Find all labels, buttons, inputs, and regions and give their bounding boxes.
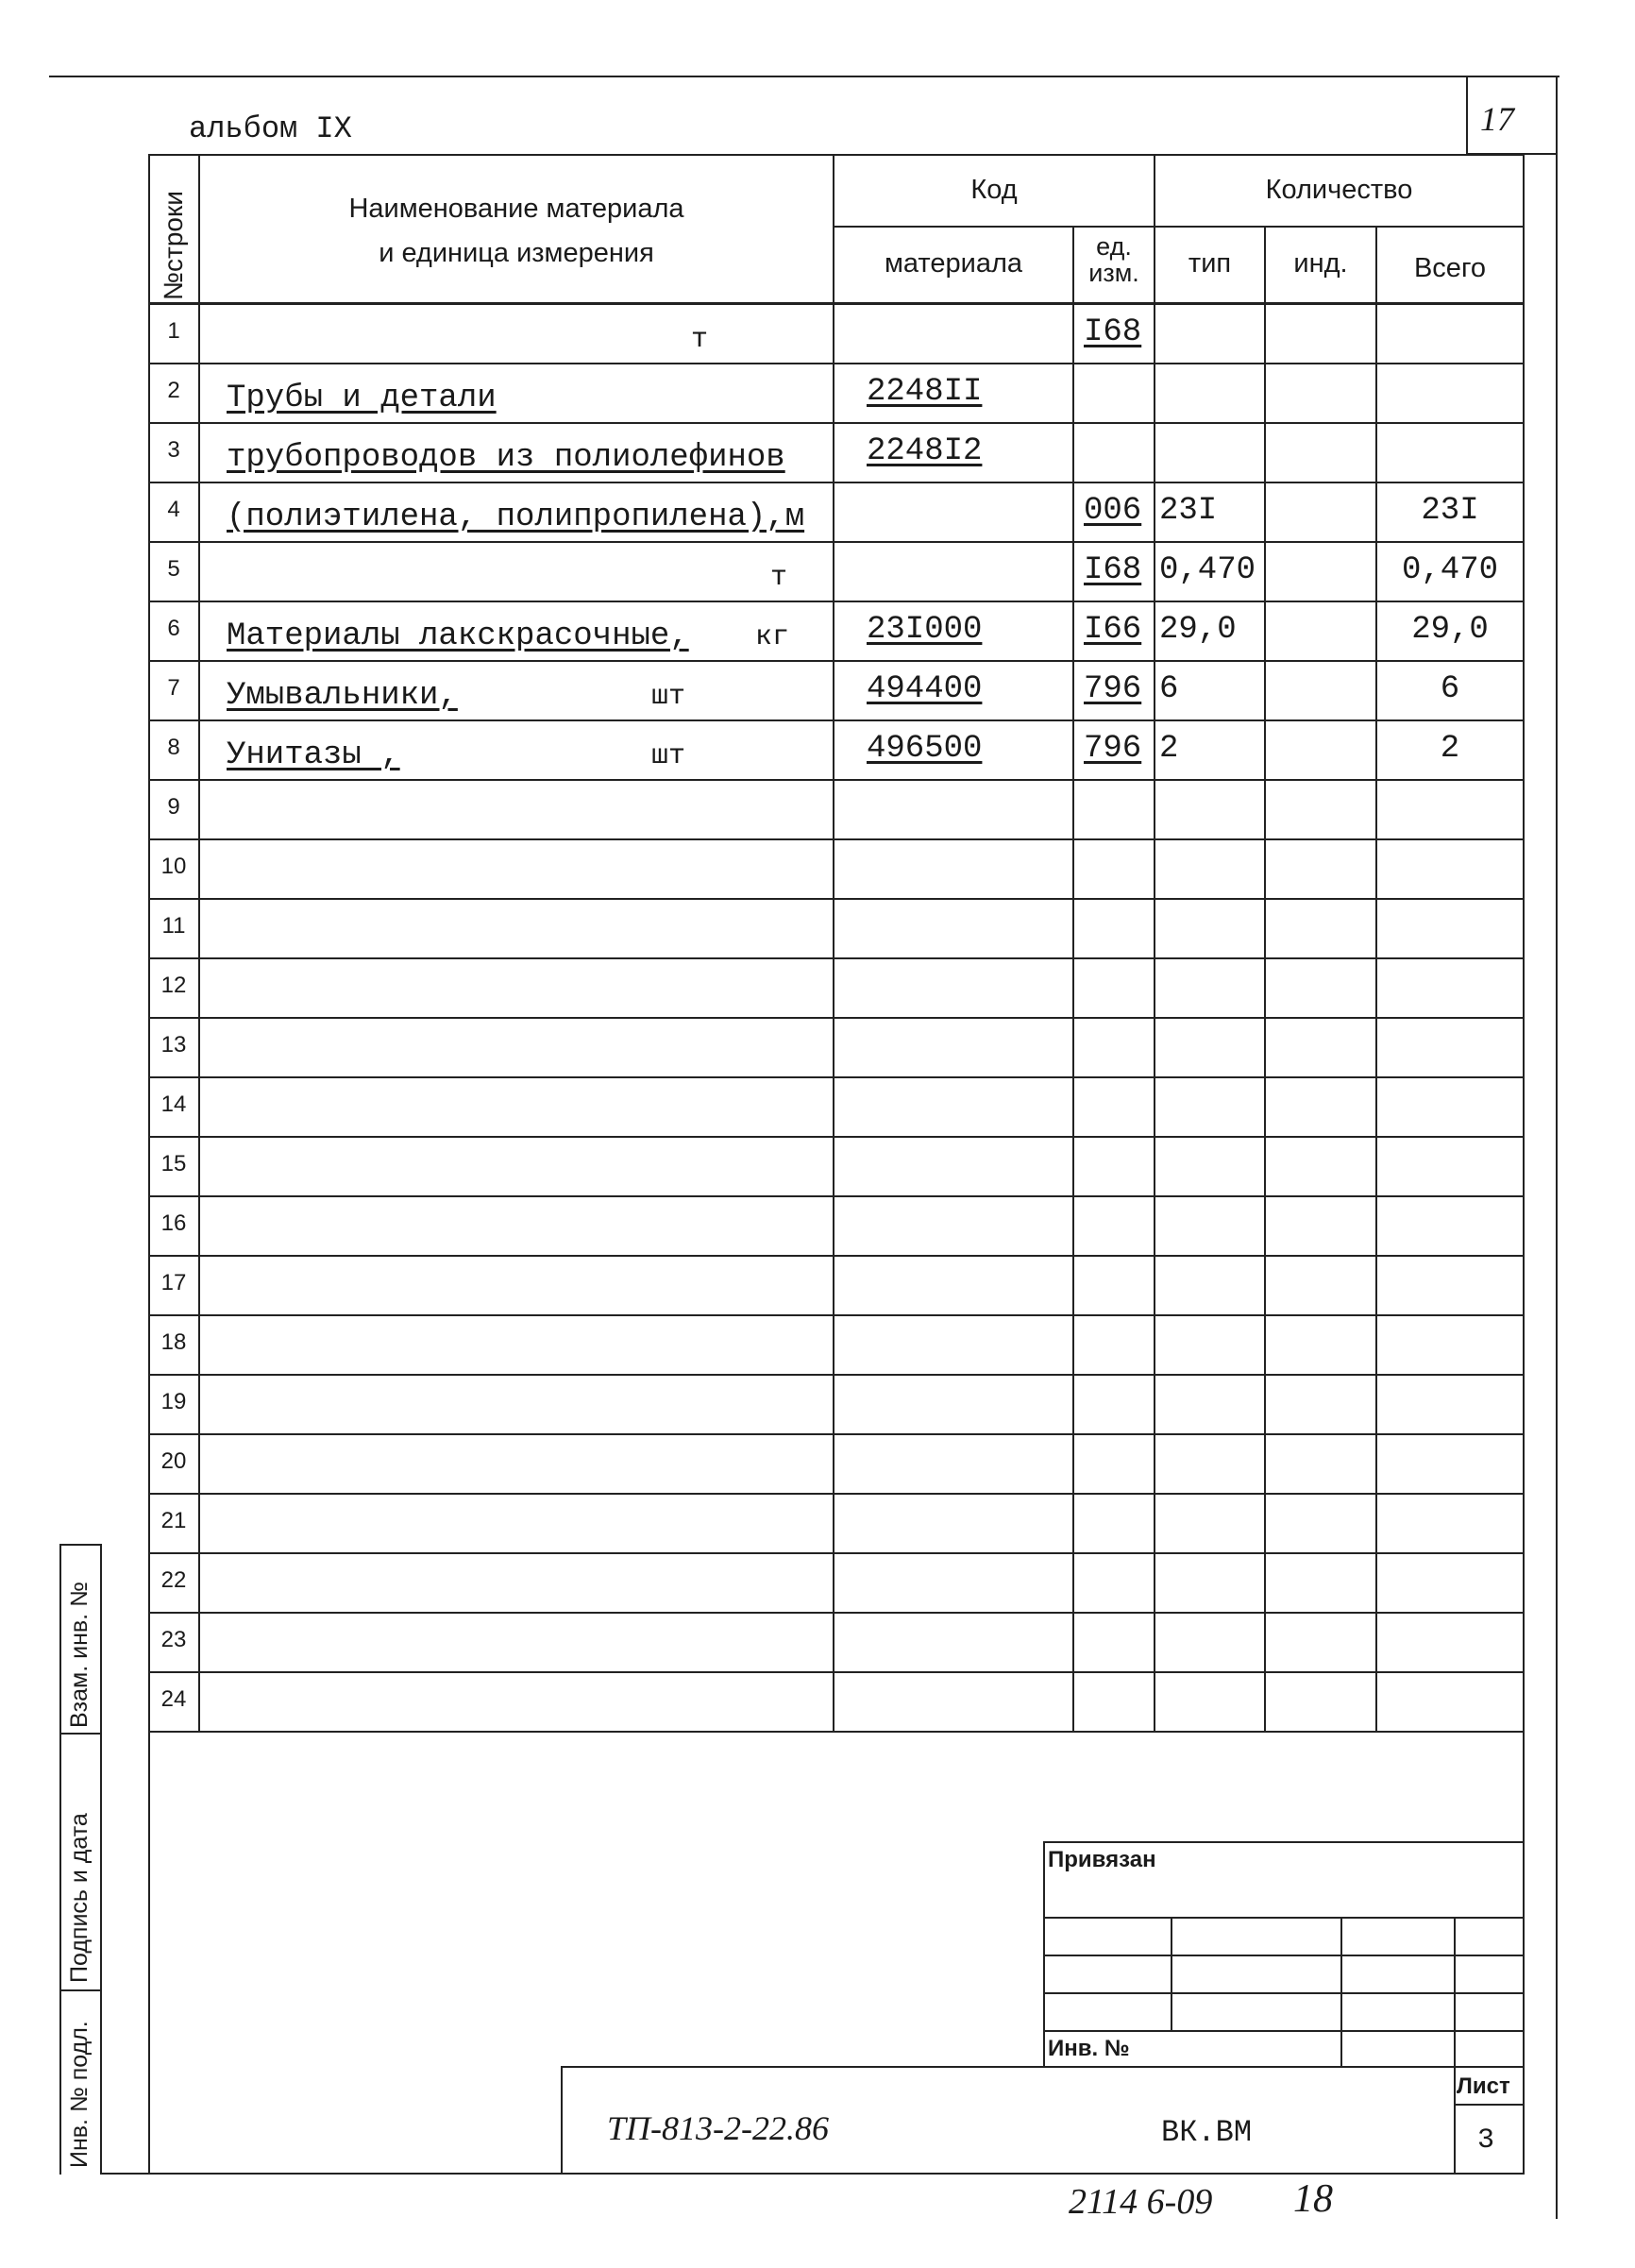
page-number-box-left xyxy=(1466,77,1468,155)
header-qty-total: Всего xyxy=(1413,253,1487,283)
tb-doc-left xyxy=(561,2066,563,2175)
material-name: (полиэтилена, полипропилена),м xyxy=(227,499,805,535)
row-divider xyxy=(148,601,1525,602)
material-name: Умывальники, xyxy=(227,678,458,714)
header-unit-line1: ед. xyxy=(1096,232,1132,261)
material-name: трубопроводов из полиолефинов xyxy=(227,440,785,476)
material-code: 496500 xyxy=(867,731,983,767)
unit-code: I68 xyxy=(1084,552,1142,588)
unit-label: кг xyxy=(755,621,790,653)
unit-code: 796 xyxy=(1084,731,1142,767)
row-divider xyxy=(148,660,1525,662)
header-code-material: материала xyxy=(884,248,1023,279)
qty-type: 23I xyxy=(1159,493,1218,529)
tb-grid-h2 xyxy=(1043,1955,1525,1956)
row-number: 14 xyxy=(160,1092,187,1117)
row-divider xyxy=(148,1076,1525,1078)
row-number: 4 xyxy=(167,497,180,522)
tb-grid-h3 xyxy=(1043,1992,1525,1994)
row-number: 1 xyxy=(167,318,180,344)
qty-total: 0,470 xyxy=(1401,552,1499,588)
row-number: 2 xyxy=(167,378,180,403)
footer-handwritten-page: 18 xyxy=(1293,2177,1333,2221)
header-name-line2: и единица измерения xyxy=(379,238,654,268)
sheet-number: 3 xyxy=(1477,2124,1495,2157)
row-divider xyxy=(148,838,1525,840)
row-number: 21 xyxy=(160,1508,187,1533)
row-divider xyxy=(148,1731,1525,1733)
row-divider xyxy=(148,719,1525,721)
header-qty-type: тип xyxy=(1188,248,1232,279)
tb-top xyxy=(1043,1841,1525,1843)
row-divider xyxy=(148,898,1525,900)
qty-type: 2 xyxy=(1159,731,1179,767)
col-line-3 xyxy=(1072,226,1074,1733)
row-number: 19 xyxy=(160,1389,187,1414)
table-top xyxy=(148,154,1525,156)
row-divider xyxy=(148,1195,1525,1197)
row-number: 18 xyxy=(160,1329,187,1355)
row-divider xyxy=(148,1136,1525,1138)
row-number: 3 xyxy=(167,437,180,463)
unit-code: I68 xyxy=(1084,314,1142,350)
row-divider xyxy=(148,363,1525,364)
tb-grid-h4 xyxy=(1043,2030,1525,2032)
material-name: Материалы лакскрасочные, xyxy=(227,618,689,654)
qty-total: 6 xyxy=(1440,671,1460,707)
bottom-line xyxy=(100,2173,1525,2175)
unit-label: шт xyxy=(651,681,686,713)
title-block-privyazan: Привязан xyxy=(1048,1847,1156,1872)
row-number: 11 xyxy=(161,913,186,939)
header-bottom-line xyxy=(148,302,1525,305)
material-code: 23I000 xyxy=(867,612,983,648)
row-number: 22 xyxy=(160,1567,187,1593)
sheet-label: Лист xyxy=(1457,2073,1510,2099)
stamp-vzam-inv: Взам. инв. № xyxy=(66,1582,93,1728)
unit-code: I66 xyxy=(1084,612,1142,648)
header-qty-group: Количество xyxy=(1265,175,1413,205)
row-number: 10 xyxy=(160,854,187,879)
row-number: 24 xyxy=(160,1686,187,1712)
bottom-left xyxy=(148,1733,150,2175)
footer-handwritten-number: 2114 6-09 xyxy=(1069,2182,1213,2222)
header-unit-line2: изм. xyxy=(1088,259,1139,287)
stamp-podpis-data: Подпись и дата xyxy=(66,1813,93,1983)
tb-doc-top xyxy=(561,2066,1525,2068)
tb-grid-v3 xyxy=(1454,1917,1456,2175)
top-rule xyxy=(49,76,1559,77)
col-line-2 xyxy=(833,154,834,1733)
row-divider xyxy=(148,1314,1525,1316)
album-title: альбом IX xyxy=(189,111,352,146)
qty-type: 6 xyxy=(1159,671,1179,707)
row-divider xyxy=(148,1374,1525,1376)
qty-total: 23I xyxy=(1421,493,1479,529)
side-left xyxy=(59,1544,61,2175)
header-name-line1: Наименование материала xyxy=(348,194,684,224)
tb-sheet-sep xyxy=(1454,2104,1525,2106)
row-divider xyxy=(148,1612,1525,1614)
row-divider xyxy=(148,779,1525,781)
unit-label: т xyxy=(691,324,709,356)
tb-grid-h1 xyxy=(1043,1917,1525,1919)
row-number: 16 xyxy=(160,1210,187,1236)
stamp-inv-podl: Инв. № подл. xyxy=(66,2021,93,2168)
row-divider xyxy=(148,482,1525,483)
row-divider xyxy=(148,1017,1525,1019)
title-block-inv-no: Инв. № xyxy=(1048,2036,1130,2061)
unit-label: т xyxy=(770,562,788,594)
side-right xyxy=(100,1544,102,2175)
row-number: 6 xyxy=(167,616,180,641)
material-code: 2248I2 xyxy=(867,433,983,469)
row-divider xyxy=(148,1671,1525,1673)
row-number: 8 xyxy=(167,735,180,760)
header-row-no: №строки xyxy=(159,191,188,300)
row-divider xyxy=(148,1255,1525,1257)
material-name: Унитазы , xyxy=(227,737,400,773)
tb-grid-v2 xyxy=(1340,1917,1342,2068)
unit-code: 006 xyxy=(1084,493,1142,529)
row-number: 20 xyxy=(160,1448,187,1474)
header-qty-ind: инд. xyxy=(1293,248,1348,279)
header-mid-line xyxy=(833,226,1525,228)
row-number: 15 xyxy=(160,1151,187,1176)
row-divider xyxy=(148,422,1525,424)
qty-type: 0,470 xyxy=(1159,552,1256,588)
row-number: 7 xyxy=(167,675,180,701)
col-line-6 xyxy=(1375,226,1377,1733)
col-line-4 xyxy=(1154,154,1155,1733)
row-number: 13 xyxy=(160,1032,187,1058)
row-divider xyxy=(148,957,1525,959)
material-name: Трубы и детали xyxy=(227,381,497,416)
side-top xyxy=(59,1544,102,1546)
table-right xyxy=(1523,154,1525,2175)
unit-label: шт xyxy=(651,740,686,772)
row-number: 12 xyxy=(160,973,187,998)
document-code: ТП-813-2-22.86 xyxy=(607,2109,829,2147)
header-code-group: Код xyxy=(970,175,1018,205)
side-sep-1 xyxy=(59,1733,102,1735)
row-number: 9 xyxy=(167,794,180,820)
page-number-handwritten: 17 xyxy=(1480,100,1514,138)
qty-total: 29,0 xyxy=(1411,612,1489,648)
col-line-5 xyxy=(1264,226,1266,1733)
row-number: 23 xyxy=(160,1627,187,1652)
right-rule xyxy=(1556,76,1558,2219)
row-divider xyxy=(148,1493,1525,1495)
row-divider xyxy=(148,1433,1525,1435)
row-number: 5 xyxy=(167,556,180,582)
unit-code: 796 xyxy=(1084,671,1142,707)
col-line-1 xyxy=(198,154,200,1733)
row-number: 17 xyxy=(160,1270,187,1295)
row-divider xyxy=(148,541,1525,543)
material-code: 2248II xyxy=(867,374,983,410)
tb-grid-v1 xyxy=(1171,1917,1172,2030)
qty-type: 29,0 xyxy=(1159,612,1237,648)
qty-total: 2 xyxy=(1440,731,1460,767)
document-mark: ВК.ВМ xyxy=(1161,2115,1253,2150)
material-code: 494400 xyxy=(867,671,983,707)
side-sep-2 xyxy=(59,1989,102,1991)
row-divider xyxy=(148,1552,1525,1554)
